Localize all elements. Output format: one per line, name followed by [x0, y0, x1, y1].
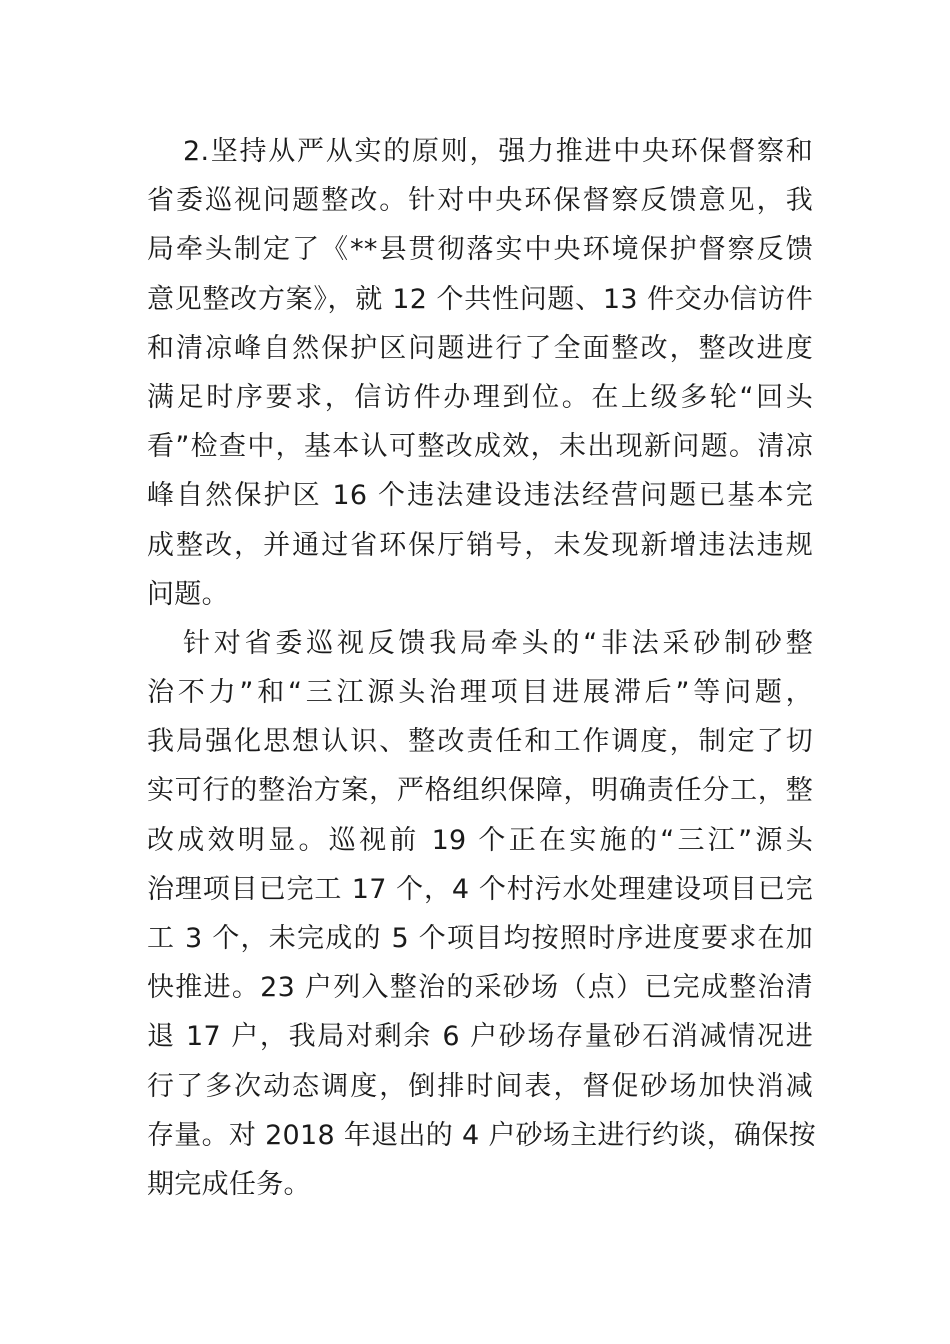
paragraph-line: 2.坚持从严从实的原则，强力推进中央环保督察和: [183, 136, 813, 167]
paragraph-rectification-inspection: [147, 619, 816, 1209]
paragraph-line: 治不力”和“三江源头治理项目进展滞后”等问题，: [147, 677, 813, 709]
paragraph-line: 意见整改方案》，就 12 个共性问题、13 件交办信访件: [147, 283, 813, 315]
paragraph-line: 治理项目已完工 17 个，4 个村污水处理建设项目已完: [147, 873, 813, 905]
paragraph-line: 存量。对 2018 年退出的 4 户砂场主进行约谈，确保按: [147, 1119, 816, 1151]
paragraph-line: 成整改，并通过省环保厅销号，未发现新增违法违规: [147, 529, 813, 561]
paragraph-line: 实可行的整治方案，严格组织保障，明确责任分工，整: [147, 775, 813, 807]
paragraph-line: 退 17 户，我局对剩余 6 户砂场存量砂石消减情况进: [147, 1021, 813, 1053]
paragraph-line: 满足时序要求，信访件办理到位。在上级多轮“回头: [147, 381, 813, 413]
paragraph-line: 问题。: [147, 578, 229, 610]
paragraph-line: 快推进。23 户列入整治的采砂场（点）已完成整治清: [147, 972, 813, 1004]
paragraph-line: 工 3 个，未完成的 5 个项目均按照时序进度要求在加: [147, 923, 813, 954]
paragraph-line: 局牵头制定了《**县贯彻落实中央环境保护督察反馈: [147, 234, 813, 266]
document-body: [147, 127, 816, 1209]
paragraph-line: 改成效明显。巡视前 19 个正在实施的“三江”源头: [147, 824, 813, 856]
paragraph-line: 期完成任务。: [147, 1168, 311, 1200]
paragraph-line: 看”检查中，基本认可整改成效，未出现新问题。清凉: [147, 431, 813, 463]
paragraph-rectification-environment: [147, 127, 813, 619]
paragraph-line: 针对省委巡视反馈我局牵头的“非法采砂制砂整: [183, 627, 813, 659]
paragraph-line: 和清凉峰自然保护区问题进行了全面整改，整改进度: [147, 332, 813, 364]
paragraph-line: 省委巡视问题整改。针对中央环保督察反馈意见，我: [147, 185, 813, 217]
paragraph-line: 峰自然保护区 16 个违法建设违法经营问题已基本完: [147, 480, 813, 512]
paragraph-line: 行了多次动态调度，倒排时间表，督促砂场加快消减: [147, 1070, 813, 1102]
paragraph-line: 我局强化思想认识、整改责任和工作调度，制定了切: [147, 726, 813, 758]
